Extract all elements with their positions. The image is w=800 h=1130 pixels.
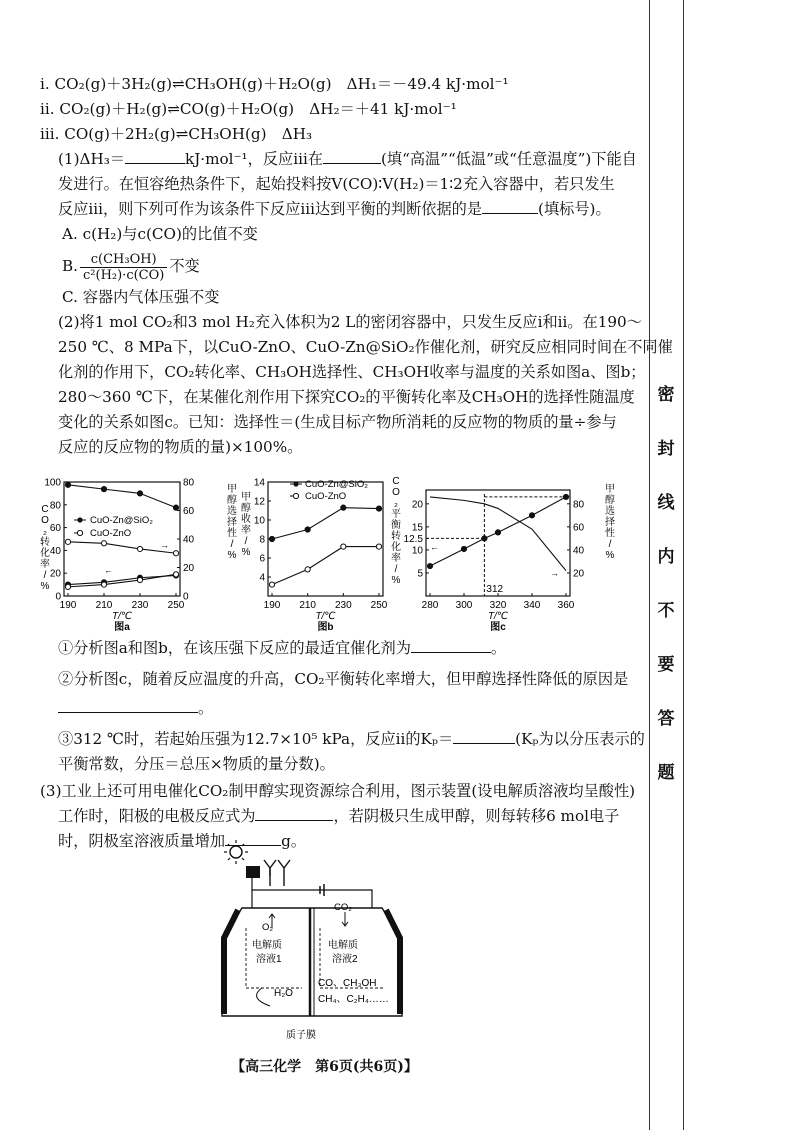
series-1-point xyxy=(101,541,106,546)
legend-marker xyxy=(77,530,82,535)
answer-blank[interactable] xyxy=(58,697,198,713)
x-axis-label: T/℃ xyxy=(487,611,509,622)
svg-text:%: % xyxy=(605,550,615,561)
y-right-tick-label: 40 xyxy=(573,545,585,557)
svg-text:%: % xyxy=(241,547,251,558)
option-c: C. 容器内气体压强不变 xyxy=(62,288,220,306)
svg-text:%: % xyxy=(40,581,50,592)
axis-arrow: → xyxy=(550,568,559,578)
series-3-point xyxy=(137,577,142,582)
series-1-point xyxy=(269,582,274,587)
y-left-label xyxy=(40,504,50,592)
axis-arrow: ← xyxy=(104,565,113,575)
seal-char: 封 xyxy=(657,439,675,459)
series-0-point xyxy=(137,491,142,496)
svg-text:化: 化 xyxy=(40,548,50,559)
x-tick-label: 190 xyxy=(263,600,281,611)
seal-char: 答 xyxy=(657,709,675,729)
svg-text:O: O xyxy=(392,487,400,498)
series-3-point xyxy=(173,572,178,577)
answer-blank[interactable] xyxy=(323,148,381,164)
legend-marker xyxy=(293,493,298,498)
q3-line-1: (3)工业上还可用电催化CO₂制甲醇实现资源综合利用，图示装置(设电解质溶液均呈酸性) xyxy=(40,782,636,800)
svg-text:C: C xyxy=(41,504,49,515)
reaction-1: ⅰ. CO₂(g)＋3H₂(g)⇌CH₃OH(g)＋H₂O(g) ΔH₁＝－49.4 kJ·mol⁻¹ xyxy=(40,75,509,93)
x-tick-label: 300 xyxy=(455,600,473,611)
svg-text:转: 转 xyxy=(391,531,401,542)
series-0-point xyxy=(461,546,466,551)
q2-line-4: 280～360 ℃下，在某催化剂作用下探究CO₂的平衡转化率及CH₃OH的选择性随温度 xyxy=(58,388,635,406)
seal-char: 题 xyxy=(657,763,675,783)
q2-sub3: ③312 ℃时，若起始压强为12.7×10⁵ kPa，反应ⅱ的Kₚ＝ (Kₚ为以分压表示的 xyxy=(58,730,645,748)
y-right-tick-label: 0 xyxy=(183,591,189,603)
answer-blank[interactable] xyxy=(125,148,185,164)
label-solution2-a: 电解质 xyxy=(328,940,358,951)
q2-line-5: 变化的关系如图c。已知：选择性＝(生成目标产物所消耗的反应物的物质的量÷参与 xyxy=(58,413,617,431)
legend-label: CuO-ZnO xyxy=(305,491,347,502)
series-1-point xyxy=(376,544,381,549)
svg-text:化: 化 xyxy=(391,542,401,553)
label-products-1: CO、CH₃OH xyxy=(318,978,377,989)
chart-c xyxy=(390,470,620,645)
seal-char: 要 xyxy=(657,655,675,675)
x-tick-label: 230 xyxy=(131,600,149,611)
sun-icon xyxy=(224,840,248,864)
q2-line-2: 250 ℃、8 MPa下，以CuO-ZnO、CuO-Zn@SiO₂作催化剂，研究反应相同时间在不同催 xyxy=(58,338,673,356)
y-left-tick-label: 100 xyxy=(44,477,61,489)
y-left-tick-label: 20 xyxy=(411,499,423,511)
x-tick-label: 190 xyxy=(59,600,77,611)
reaction-2: ⅱ. CO₂(g)＋H₂(g)⇌CO(g)＋H₂O(g) ΔH₂＝＋41 kJ·mol⁻¹ xyxy=(40,100,457,118)
question-body xyxy=(40,72,673,460)
y-right-tick-label: 40 xyxy=(183,534,195,546)
x-axis-label: T/℃ xyxy=(111,611,133,622)
svg-text:率: 率 xyxy=(241,525,251,536)
x-tick-label: 250 xyxy=(167,600,185,611)
q2-sub1: ①分析图a和图b，在该压强下反应的最适宜催化剂为 。 xyxy=(58,639,507,657)
label-solution2-b: 溶液2 xyxy=(332,954,358,965)
label-co2: CO₂ xyxy=(334,902,352,913)
seal-char: 密 xyxy=(657,385,675,405)
x-tick-label: 320 xyxy=(489,600,507,611)
svg-text:C: C xyxy=(392,476,400,487)
legend-label: CuO-Zn@SiO₂ xyxy=(90,515,153,526)
svg-text:转: 转 xyxy=(40,537,50,548)
series-0-point xyxy=(341,505,346,510)
svg-text:%: % xyxy=(227,550,237,561)
q2-sub2-blank: 。 xyxy=(40,696,640,721)
svg-text:甲: 甲 xyxy=(241,492,251,503)
seal-char: 内 xyxy=(657,547,675,567)
series-0-point xyxy=(269,536,274,541)
axis-arrow: ← xyxy=(430,542,439,552)
x-tick-label: 210 xyxy=(299,600,317,611)
seal-char: 不 xyxy=(657,601,675,621)
series-1-point xyxy=(305,567,310,572)
chart-title: 图c xyxy=(490,622,506,633)
option-b-fraction: $\frac{\text{c(CH₃OH)}}{\text{c²(H₂)·c(CO)}}$ xyxy=(80,252,167,283)
svg-text:醇: 醇 xyxy=(227,495,237,506)
label-solution1-a: 电解质 xyxy=(252,940,282,951)
series-0-point xyxy=(427,563,432,568)
anode-electrode xyxy=(224,910,238,1014)
svg-text:甲: 甲 xyxy=(605,484,615,495)
series-1-point xyxy=(173,551,178,556)
y-right-tick-label: 60 xyxy=(183,506,195,517)
legend-label: CuO-Zn@SiO₂ xyxy=(305,479,368,490)
svg-text:率: 率 xyxy=(40,559,50,570)
x-tick-label: 340 xyxy=(523,600,541,611)
legend-label: CuO-ZnO xyxy=(90,528,132,539)
annotation-312: 312 xyxy=(486,584,504,595)
svg-text:择: 择 xyxy=(605,517,615,528)
label-o2: O₂ xyxy=(262,922,274,933)
q1-line-1: (1)ΔH₃＝ kJ·mol⁻¹，反应ⅲ在 (填“高温”“低温”或“任意温度”)下能自 xyxy=(58,150,637,168)
series-0-line xyxy=(68,485,176,508)
y-left-tick-label: 5 xyxy=(417,568,423,580)
series-1-point xyxy=(137,546,142,551)
x-tick-label: 210 xyxy=(95,600,113,611)
label-membrane: 质子膜 xyxy=(286,1030,316,1041)
y-right-tick-label: 80 xyxy=(183,477,195,489)
label-solution1-b: 溶液1 xyxy=(256,954,282,965)
reaction-3: ⅲ. CO(g)＋2H₂(g)⇌CH₃OH(g) ΔH₃ xyxy=(40,125,313,143)
chart-title: 图a xyxy=(114,622,130,633)
svg-text:性: 性 xyxy=(227,528,237,539)
svg-text:₂: ₂ xyxy=(394,498,398,509)
q1-line-2: 发进行。在恒容绝热条件下，起始投料按V(CO)∶V(H₂)＝1∶2充入容器中，若只发生 xyxy=(58,175,615,193)
page-footer: 【高三化学 第6页(共6页)】 xyxy=(231,1059,418,1075)
option-a: A. c(H₂)与c(CO)的比值不变 xyxy=(62,225,258,243)
y-left-tick-label: 40 xyxy=(49,545,61,557)
y-tick-label: 4 xyxy=(259,572,265,584)
svg-text:/: / xyxy=(394,564,398,575)
svg-text:择: 择 xyxy=(227,517,237,528)
svg-text:/: / xyxy=(230,539,234,550)
x-tick-label: 280 xyxy=(421,600,439,611)
q2-sub2: ②分析图c，随着反应温度的升高，CO₂平衡转化率增大，但甲醇选择性降低的原因是 xyxy=(58,670,629,688)
q3-line-2: 工作时，阳极的电极反应式为 ，若阴极只生成甲醇，则每转移6 mol电子 xyxy=(58,807,620,825)
series-1-point xyxy=(65,539,70,544)
svg-text:收: 收 xyxy=(241,514,251,525)
seal-notice xyxy=(649,368,683,800)
y-left-tick-label: 12.5 xyxy=(403,533,423,545)
svg-text:/: / xyxy=(43,570,47,581)
svg-text:甲: 甲 xyxy=(227,484,237,495)
q2-line-3: 化剂的作用下，CO₂转化率、CH₃OH选择性、CH₃OH收率与温度的关系如图a、图b； xyxy=(58,363,646,381)
answer-blank[interactable] xyxy=(482,198,538,214)
y-tick-label: 8 xyxy=(259,534,265,546)
y-right-tick-label: 20 xyxy=(573,568,585,580)
label-products-2: CH₄、C₂H₄…… xyxy=(318,994,389,1005)
y-right-tick-label: 80 xyxy=(573,499,585,511)
binding-line-right xyxy=(683,0,684,1130)
series-0-point xyxy=(65,482,70,487)
svg-text:%: % xyxy=(391,575,401,586)
q3-line-3: 时，阴极室溶液质量增加 g。 xyxy=(58,832,306,850)
answer-blank[interactable] xyxy=(255,805,333,821)
y-axis-label xyxy=(241,491,251,558)
chart-title: 图b xyxy=(317,622,334,633)
option-b: B. $\frac{\text{c(CH₃OH)}}{\text{c²(H₂)·c(CO)}}$ 不变 xyxy=(62,251,200,283)
electrolysis-apparatus xyxy=(212,838,412,1048)
series-0-point xyxy=(173,505,178,510)
svg-text:选: 选 xyxy=(605,506,615,517)
y-right-tick-label: 20 xyxy=(183,563,195,574)
axis-arrow: → xyxy=(160,540,169,550)
plot-frame xyxy=(64,482,180,596)
svg-text:率: 率 xyxy=(391,553,401,564)
svg-text:醇: 醇 xyxy=(241,503,251,514)
series-0-point xyxy=(101,487,106,492)
series-0-point xyxy=(376,506,381,511)
y-left-tick-label: 80 xyxy=(49,500,61,512)
answer-blank[interactable] xyxy=(453,728,515,744)
y-left-label xyxy=(391,476,401,586)
series-0-point xyxy=(529,513,534,518)
svg-text:醇: 醇 xyxy=(605,495,615,506)
y-left-tick-label: 15 xyxy=(411,522,423,534)
svg-text:性: 性 xyxy=(605,528,615,539)
svg-text:平: 平 xyxy=(391,509,401,520)
y-right-tick-label: 60 xyxy=(573,522,585,534)
series-3-point xyxy=(65,584,70,589)
solar-panel-icon xyxy=(246,866,260,878)
svg-text:/: / xyxy=(244,536,248,547)
charts-row xyxy=(40,470,640,645)
series-0-line xyxy=(272,508,379,539)
y-right-label xyxy=(227,483,237,561)
x-tick-label: 230 xyxy=(334,600,352,611)
y-left-tick-label: 0 xyxy=(55,591,61,603)
x-axis-label: T/℃ xyxy=(315,611,336,622)
series-1-line xyxy=(272,547,379,585)
svg-text:选: 选 xyxy=(227,506,237,517)
y-tick-label: 12 xyxy=(253,496,265,508)
question-body-2 xyxy=(40,636,645,854)
y-tick-label: 10 xyxy=(253,515,265,527)
svg-text:/: / xyxy=(608,539,612,550)
y-tick-label: 6 xyxy=(259,553,265,565)
q2-line-1: (2)将1 mol CO₂和3 mol H₂充入体积为2 L的密闭容器中，只发生反应ⅰ和ⅱ。在190～ xyxy=(58,313,642,331)
q1-line-3: 反应ⅲ，则下列可作为该条件下反应ⅲ达到平衡的判断依据的是 (填标号)。 xyxy=(58,200,611,218)
q2-line-6: 反应的反应物的物质的量)×100%。 xyxy=(58,438,303,456)
seal-char: 线 xyxy=(657,493,675,513)
x-tick-label: 250 xyxy=(370,600,388,611)
svg-text:₂: ₂ xyxy=(43,526,47,537)
answer-blank[interactable] xyxy=(411,637,491,653)
series-0-point xyxy=(495,530,500,535)
series-3-point xyxy=(101,582,106,587)
y-left-tick-label: 60 xyxy=(49,523,61,535)
y-right-label xyxy=(605,483,615,561)
label-h2o: H₂O xyxy=(274,988,293,999)
y-tick-label: 14 xyxy=(253,477,265,489)
chart-b xyxy=(238,470,393,645)
y-left-tick-label: 10 xyxy=(411,545,423,557)
y-left-tick-label: 20 xyxy=(49,568,61,580)
x-tick-label: 360 xyxy=(557,600,575,611)
q2-sub3-2: 平衡常数，分压＝总压×物质的量分数)。 xyxy=(58,755,335,773)
chart-a xyxy=(40,470,240,645)
series-0-point xyxy=(305,527,310,532)
svg-text:衡: 衡 xyxy=(391,520,401,531)
series-1-point xyxy=(341,544,346,549)
wind-turbine-icon xyxy=(264,860,290,886)
svg-text:O: O xyxy=(41,515,49,526)
